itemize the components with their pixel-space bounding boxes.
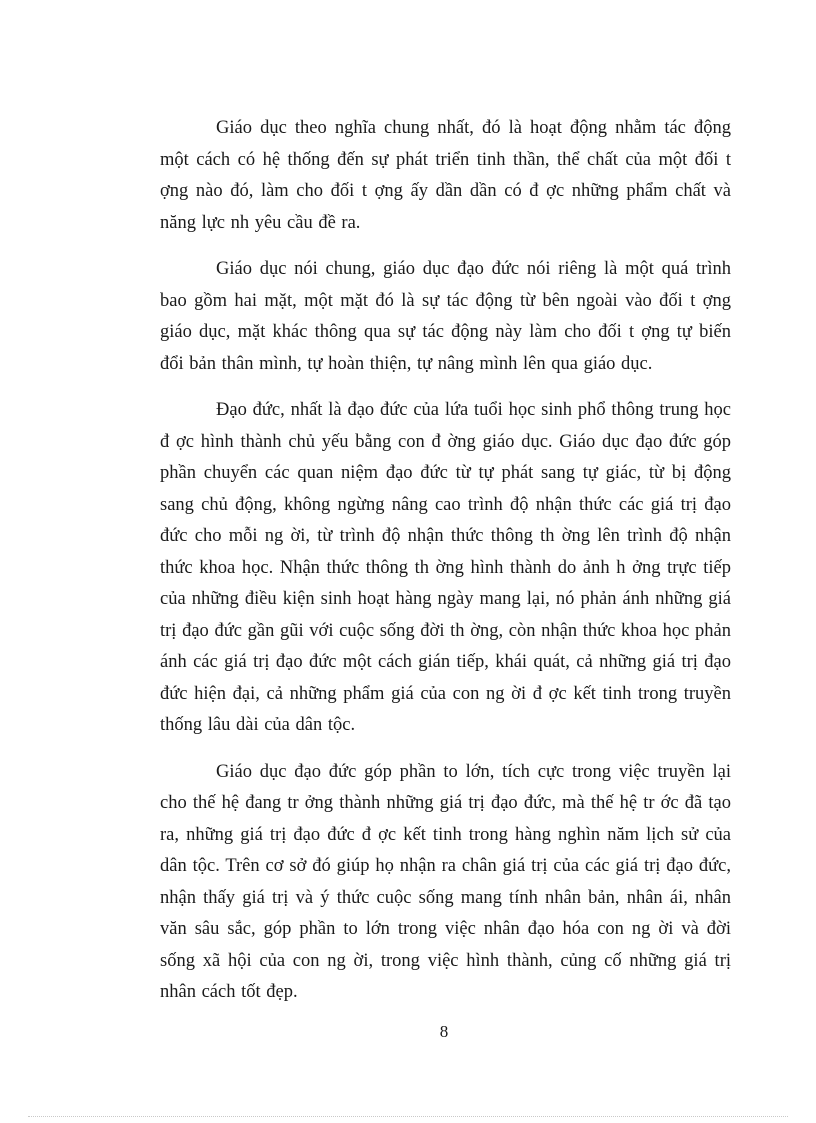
page-number: 8: [439, 1022, 449, 1041]
paragraph-2: Giáo dục nói chung, giáo dục đạo đức nói riêng là một quá trình bao gồm hai mặt, một mặt đó là sự tác động từ bên ngoài vào đối t ợng giáo dục, mặt khác thông qua sự tác động này làm cho đối t ợng tự biến đổi bản thân mình, tự hoàn thiện, tự nâng mình lên qua giáo dục.: [160, 259, 731, 374]
paragraph-4: Giáo dục đạo đức góp phần to lớn, tích cực trong việc truyền lại cho thế hệ đang tr ởng thành những giá trị đạo đức, mà thế hệ tr ớc đã tạo ra, những giá trị đạo đức đ ợc kết tinh trong hàng nghìn năm lịch sử của dân tộc. Trên cơ sở đó giúp họ nhận ra chân giá trị của các giá trị đạo đức, nhận thấy giá trị và ý thức cuộc sống mang tính nhân bản, nhân ái, nhân văn sâu sắc, góp phần to lớn trong việc nhân đạo hóa con ng ời và đời sống xã hội của con ng ời, trong việc hình thành, củng cố những giá trị nhân cách tốt đẹp.: [160, 761, 731, 1002]
body-text: [160, 113, 731, 1024]
paragraph-3: Đạo đức, nhất là đạo đức của lứa tuổi học sinh phổ thông trung học đ ợc hình thành chủ yếu bằng con đ ờng giáo dục. Giáo dục đạo đức góp phần chuyển các quan niệm đạo đức từ tự phát sang tự giác, từ bị động sang chủ động, không ngừng nâng cao trình độ nhận thức các giá trị đạo đức cho mỗi ng ời, từ trình độ nhận thức thông th ờng lên trình độ nhận thức khoa học. Nhận thức thông th ờng hình thành do ảnh h ởng trực tiếp của những điều kiện sinh hoạt hàng ngày mang lại, nó phản ánh những giá trị đạo đức gần gũi với cuộc sống đời th ờng, còn nhận thức khoa học phản ánh các giá trị đạo đức một cách gián tiếp, khái quát, cả những giá trị đạo đức hiện đại, cả những phẩm giá của con ng ời đ ợc kết tinh trong truyền thống lâu dài của dân tộc.: [160, 400, 731, 735]
paragraph-1: Giáo dục theo nghĩa chung nhất, đó là hoạt động nhằm tác động một cách có hệ thống đến sự phát triển tinh thần, thể chất của một đối t ợng nào đó, làm cho đối t ợng ấy dần dần có đ ợc những phẩm chất và năng lực nh yêu cầu đề ra.: [160, 118, 731, 233]
page-bottom-divider: [28, 1116, 788, 1117]
